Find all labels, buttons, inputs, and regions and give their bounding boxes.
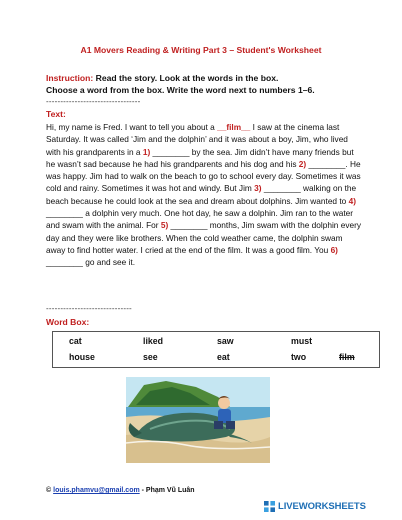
word-box-item: eat	[217, 352, 230, 362]
gap-number-5: 5)	[160, 220, 169, 231]
story-text	[46, 121, 364, 269]
gap-3[interactable]: ________ walking on the beach because he could look at the sea and dream about dolphins. Jim wanted to	[46, 183, 357, 206]
word-box-item: cat	[69, 336, 82, 346]
instruction-block	[46, 72, 376, 96]
story-part: Hi, my name is Fred. I want to tell you about a	[46, 122, 218, 132]
word-box-item: must	[291, 336, 313, 346]
word-box-item: liked	[143, 336, 164, 346]
gap-number-4: 4)	[348, 195, 356, 206]
boy-and-dolphin-illustration	[126, 377, 270, 463]
instruction-label: Instruction:	[46, 73, 94, 83]
author-name: - Phạm Vũ Luân	[139, 487, 195, 494]
liveworksheets-logo[interactable]	[264, 499, 366, 513]
gap-number-3: 3)	[254, 183, 262, 194]
author-email-link[interactable]: louis.phamvu@gmail.com	[53, 487, 140, 494]
copyright-symbol: ©	[46, 487, 52, 494]
text-label: Text:	[46, 109, 66, 119]
example-answer: __film__	[217, 122, 251, 132]
word-box	[52, 331, 380, 368]
liveworksheets-logo-text: LIVEWORKSHEETS	[278, 500, 366, 512]
instruction-line-1: Read the story. Look at the words in the box.	[93, 73, 279, 83]
story-part: I saw at the cinema last Saturday. It was called ‘Jim and the dolphin’ and it was about a boy, Jim, who lived with his grandparents in a	[46, 122, 348, 157]
footer-credit	[46, 487, 195, 494]
word-box-example-struck: film	[339, 352, 355, 362]
instruction-line-2: Choose a word from the box. Write the word next to numbers 1–6.	[46, 85, 315, 95]
gap-4[interactable]: ________ a dolphin very much. One hot day, he saw a dolphin. Jim ran to the water and swam with the animal. For	[46, 208, 354, 231]
liveworksheets-logo-icon	[264, 501, 275, 512]
gap-6[interactable]: ________ go and see it.	[46, 257, 136, 268]
gap-number-1: 1)	[142, 146, 151, 157]
gap-5[interactable]: ________ months, Jim swam with the dolphin every day and they were like brothers. When the cold weather came, the dolphin swam away to find hotter water. I cried at the end of the film. It was a good film. You	[46, 220, 361, 255]
separator-line: ------------------------------	[46, 304, 132, 313]
word-box-item: two	[291, 352, 307, 362]
gap-1[interactable]: ________ by the sea. Jim didn’t have many friends but he wasn’t sad because he had his grandparents and his dog and his	[46, 146, 354, 169]
word-box-label: Word Box:	[46, 317, 90, 327]
word-box-item: house	[69, 352, 95, 362]
separator-line: ---------------------------------	[46, 97, 141, 106]
gap-number-6: 6)	[330, 244, 338, 255]
word-box-item: see	[143, 352, 158, 362]
word-box-item: saw	[217, 336, 234, 346]
gap-2[interactable]: ________. He was happy. Jim had to walk on the beach to go to school every day. Sometimes it was cold and rainy. Sometimes it was hot and windy. But Jim	[46, 158, 361, 194]
gap-number-2: 2)	[298, 158, 307, 169]
worksheet-title: A1 Movers Reading & Writing Part 3 – Student's Worksheet	[80, 45, 322, 55]
